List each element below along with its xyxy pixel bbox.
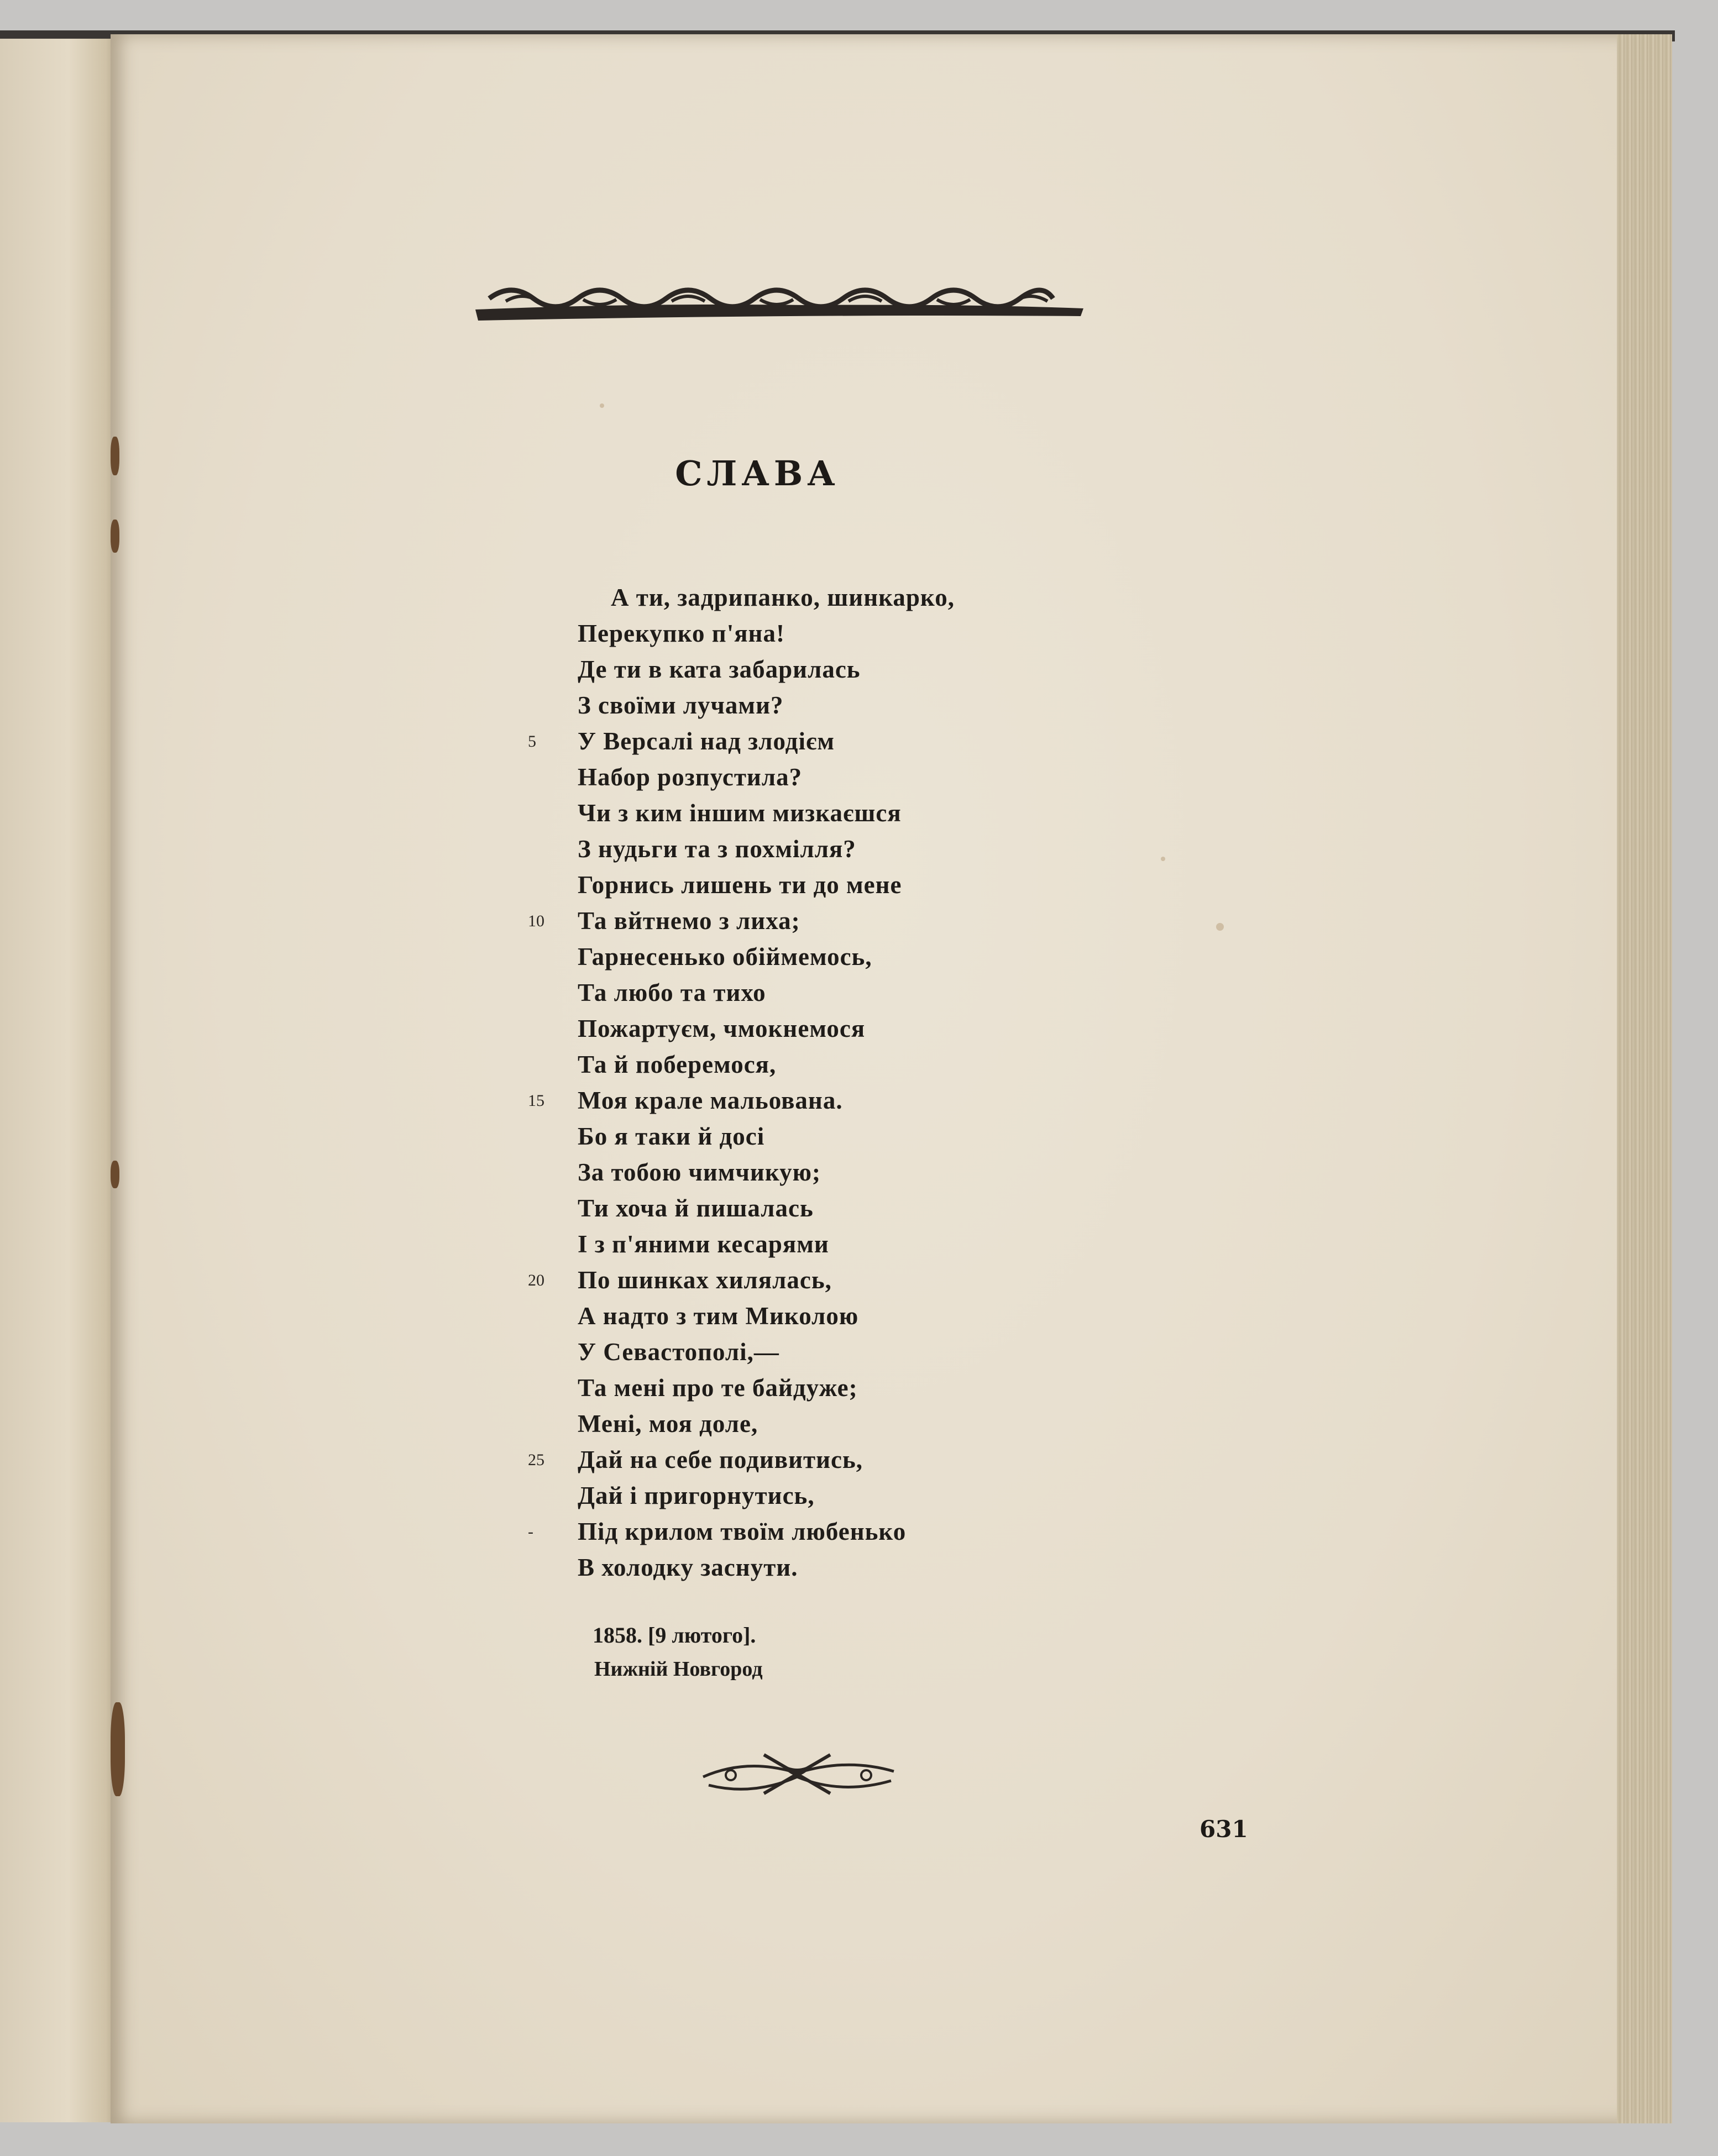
- line-number: 15: [528, 1092, 544, 1110]
- poem-line: А надто з тим Миколою: [578, 1302, 859, 1330]
- poem-date: 1858. [9 лютого].: [593, 1623, 756, 1648]
- poem-line: Де ти в ката забарилась: [578, 655, 861, 683]
- poem-line: З нудьги та з похмілля?: [578, 835, 856, 863]
- line-number: -: [528, 1523, 533, 1541]
- line-number: 5: [528, 732, 536, 751]
- poem-line: Бо я таки й досі: [578, 1122, 765, 1150]
- poem-line: Гарнесенько обіймемось,: [578, 943, 872, 971]
- poem-line: За тобою чимчикую;: [578, 1158, 821, 1186]
- left-page-edge: [0, 39, 124, 2122]
- poem-line: Ти хоча й пишалась: [578, 1194, 814, 1222]
- poem-place: Нижній Новгород: [594, 1657, 763, 1681]
- paper-speck: [1216, 923, 1224, 931]
- poem-line: Перекупко п'яна!: [578, 620, 785, 647]
- poem-line: Та мені про те байдуже;: [578, 1374, 858, 1402]
- poem-line: Та й поберемося,: [578, 1051, 777, 1078]
- binding-stain: [111, 1161, 119, 1188]
- poem-line: Чи з ким іншим мизкаєшся: [578, 799, 902, 827]
- bottom-ornament: [698, 1746, 899, 1799]
- poem-line: У Севастополі,—: [578, 1338, 779, 1366]
- paper-speck: [1161, 857, 1165, 861]
- poem-line: Дай на себе подивитись,: [578, 1446, 863, 1473]
- page-number: 631: [1200, 1816, 1248, 1843]
- binding-stain: [111, 437, 119, 475]
- poem-line: І з п'яними кесарями: [578, 1230, 829, 1258]
- poem-line: У Версалі над злодієм: [578, 727, 835, 755]
- poem-line: Та вйтнемо з лиха;: [578, 907, 800, 935]
- line-number: 10: [528, 912, 544, 930]
- poem-line: Пожартуєм, чмокнемося: [578, 1015, 866, 1042]
- poem-title: СЛАВА: [675, 453, 840, 494]
- page-stack-edge: [1617, 34, 1672, 2123]
- poem-line: Моя крале мальована.: [578, 1087, 843, 1114]
- binding-stain: [111, 1702, 125, 1796]
- poem-line: Під крилом твоїм любенько: [578, 1518, 907, 1545]
- poem-line: Та любо та тихо: [578, 979, 766, 1006]
- binding-stain: [111, 520, 119, 553]
- poem-line: Набор розпустила?: [578, 763, 803, 791]
- poem-line: По шинках хилялась,: [578, 1266, 832, 1294]
- poem-line: Мені, моя доле,: [578, 1410, 758, 1438]
- binding-stains: [111, 387, 133, 1824]
- top-ornament: [473, 276, 1086, 326]
- poem-line: Горнись лишень ти до мене: [578, 871, 902, 899]
- poem-line: А ти, задрипанко, шинкарко,: [611, 584, 955, 611]
- line-number: 20: [528, 1271, 544, 1289]
- poem-line: З своїми лучами?: [578, 691, 784, 719]
- book-page: [111, 34, 1625, 2123]
- line-number: 25: [528, 1451, 544, 1469]
- poem-line: Дай і пригорнутись,: [578, 1482, 815, 1509]
- poem-line: В холодку заснути.: [578, 1554, 798, 1581]
- paper-speck: [600, 403, 604, 408]
